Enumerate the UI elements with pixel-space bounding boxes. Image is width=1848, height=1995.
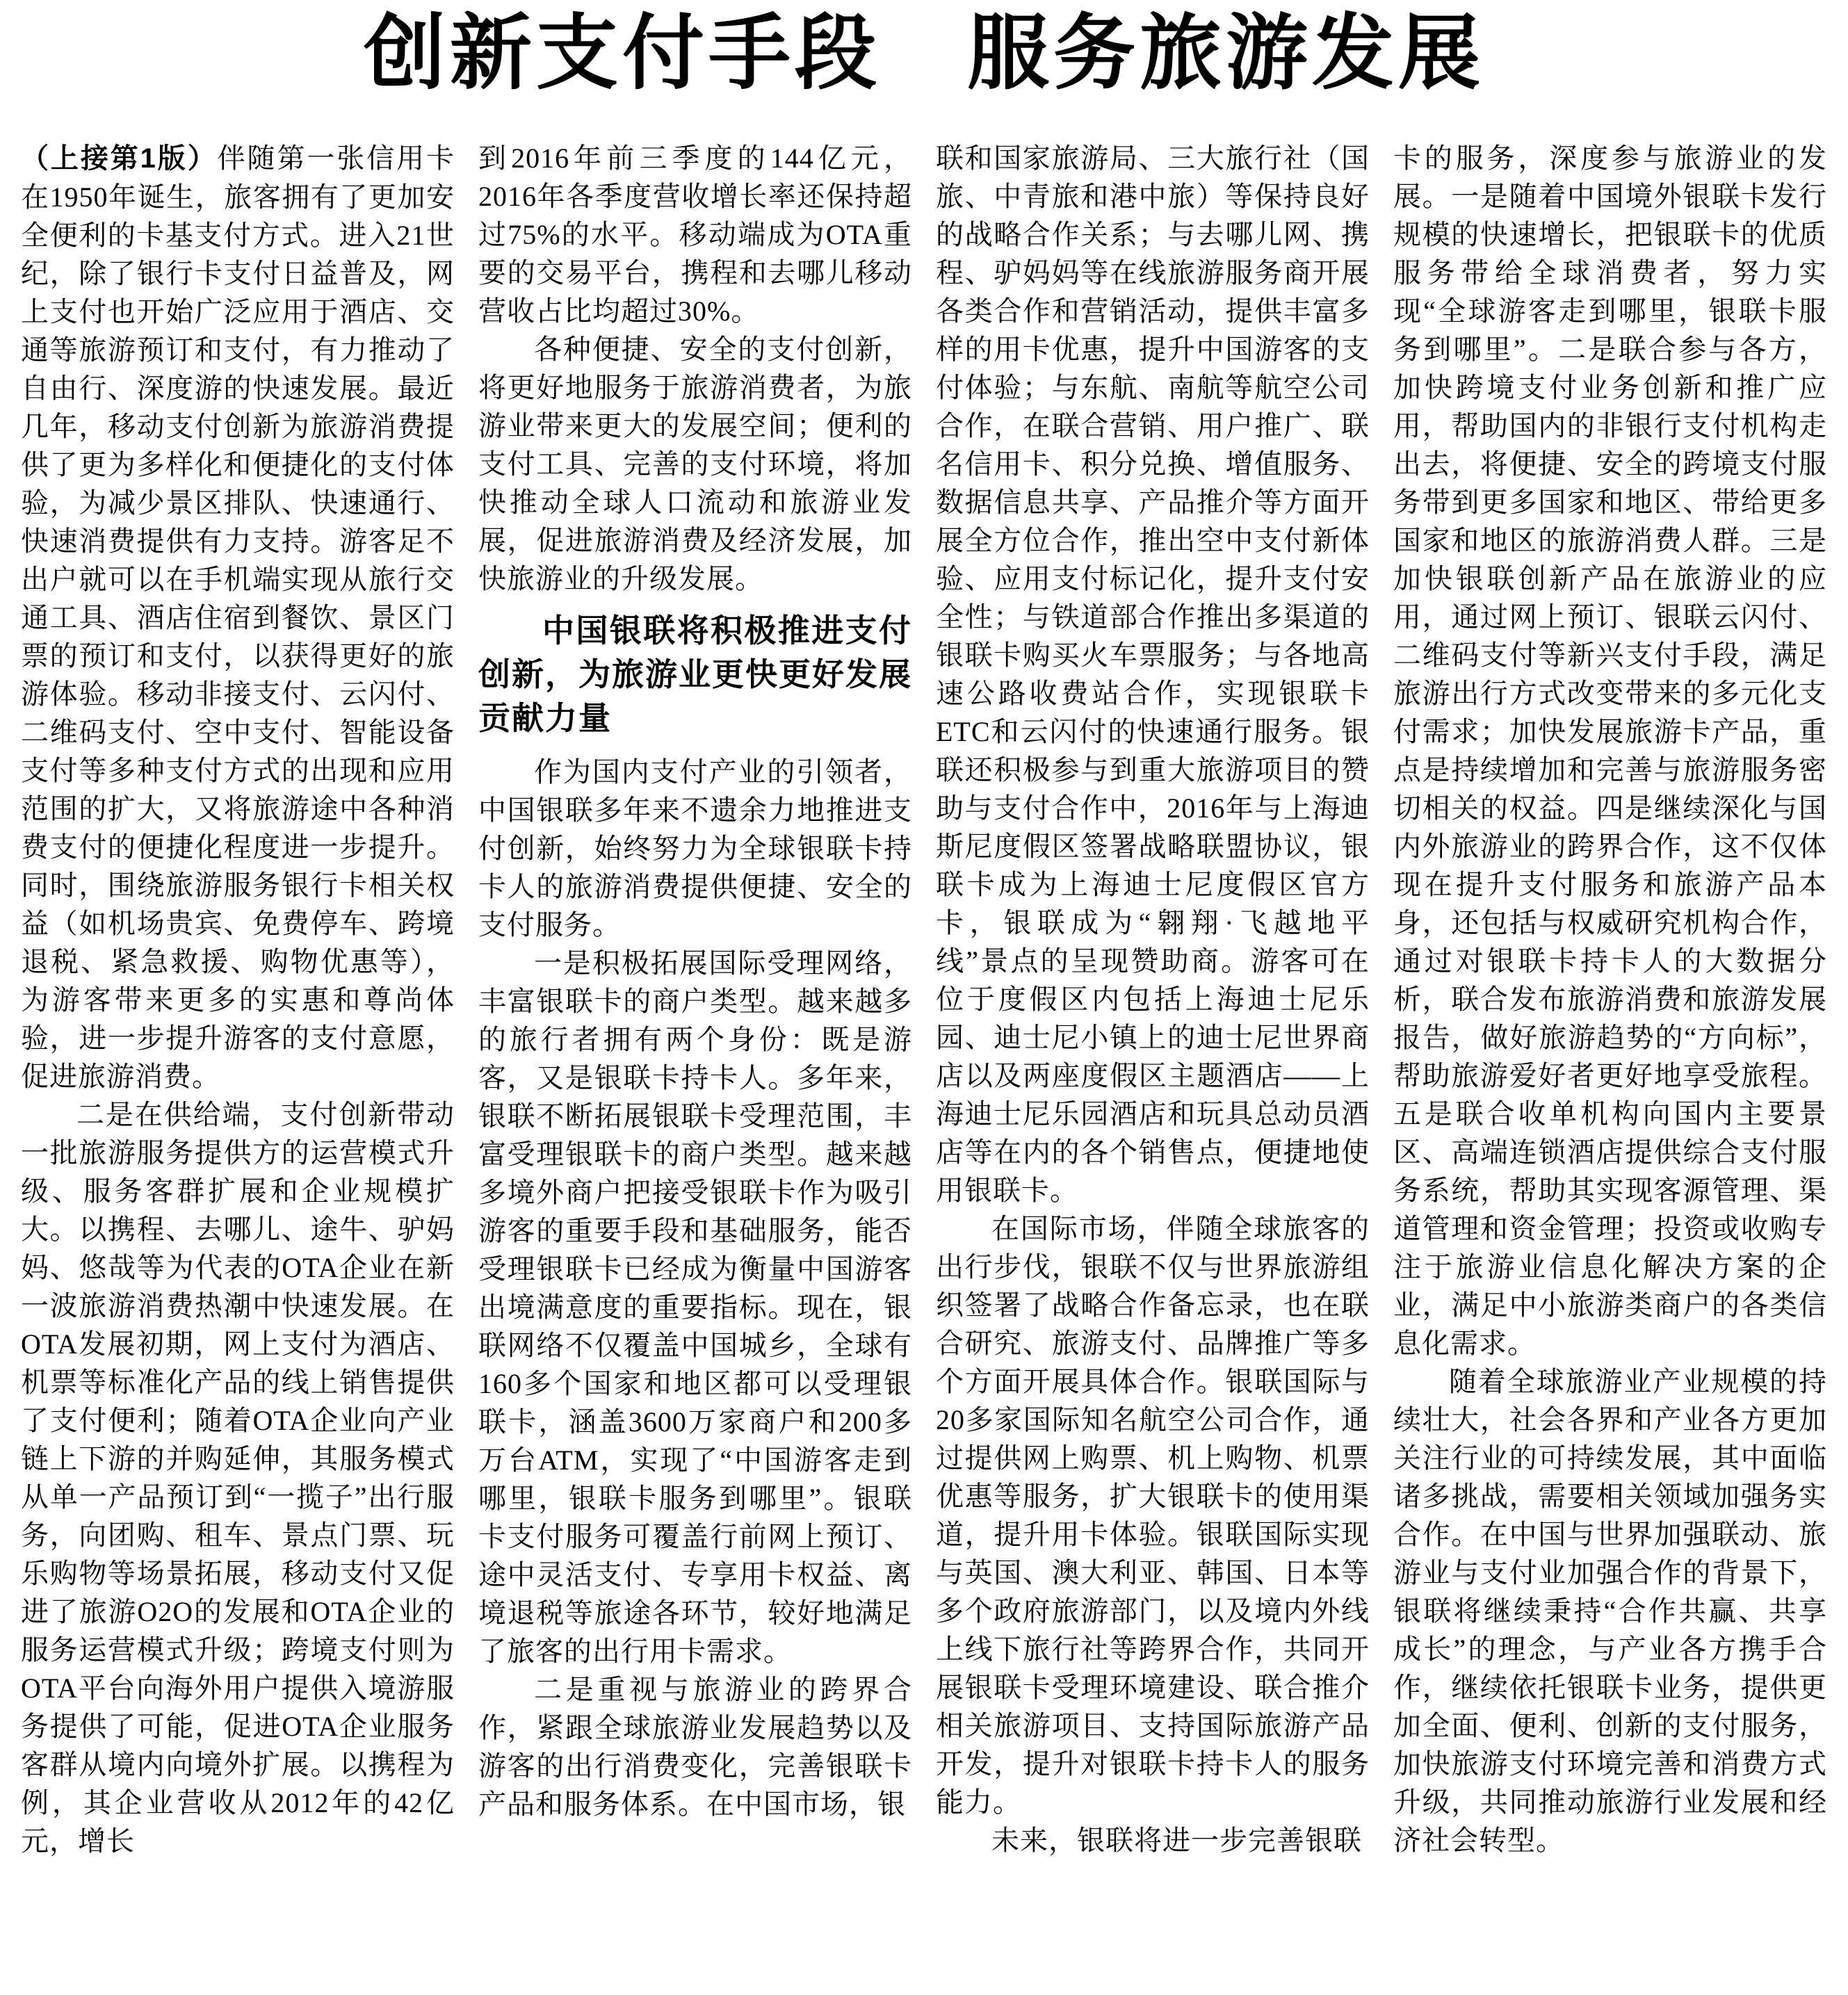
column-3 xyxy=(936,139,1370,1860)
paragraph: 作为国内支付产业的引领者，中国银联多年来不遗余力地推进支付创新，始终努力为全球银联卡持卡人的旅游消费提供便捷、安全的支付服务。 xyxy=(478,756,912,940)
paragraph: 在国际市场，伴随全球旅客的出行步伐，银联不仅与世界旅游组织签署了战略合作备忘录，也在联合研究、旅游支付、品牌推广等多个方面开展具体合作。银联国际与20多家国际知名航空公司合作，通过提供网上购票、机上购物、机票优惠等服务，扩大银联卡的使用渠道，提升用卡体验。银联国际实现与英国、澳大利亚、韩国、日本等多个政府旅游部门，以及境内外线上线下旅行社等跨界合作，共同开展银联卡受理环境建设、联合推介相关旅游项目、支持国际旅游产品开发，提升对银联卡持卡人的服务能力。 xyxy=(936,1213,1370,1818)
column-1 xyxy=(21,139,455,1860)
paragraph xyxy=(21,139,455,1096)
paragraph: 二是重视与旅游业的跨界合作，紧跟全球旅游业发展趋势以及游客的出行消费变化，完善银联卡产品和服务体系。在中国市场，银 xyxy=(478,1674,912,1820)
article-columns xyxy=(17,139,1831,1860)
paragraph: 一是积极拓展国际受理网络，丰富银联卡的商户类型。越来越多的旅行者拥有两个身份：既是游客，又是银联卡持卡人。多年来，银联不断拓展银联卡受理范围，丰富受理银联卡的商户类型。越来越多境外商户把接受银联卡作为吸引游客的重要手段和基础服务，能否受理银联卡已经成为衡量中国游客出境满意度的重要指标。现在，银联网络不仅覆盖中国城乡，全球有160多个国家和地区都可以受理银联卡，涵盖3600万家商户和200多万台ATM，实现了“中国游客走到哪里，银联卡服务到哪里”。银联卡支付服务可覆盖行前网上预订、途中灵活支付、专享用卡权益、离境退税等旅途各环节，较好地满足了旅客的出行用卡需求。 xyxy=(478,947,912,1667)
article-headline: 创新支付手段 服务旅游发展 xyxy=(363,8,1484,99)
paragraph: 卡的服务，深度参与旅游业的发展。一是随着中国境外银联卡发行规模的快速增长，把银联卡的优质服务带给全球消费者，努力实现“全球游客走到哪里，银联卡服务到哪里”。二是联合参与各方，加快跨境支付业务创新和推广应用，帮助国内的非银行支付机构走出去，将便捷、安全的跨境支付服务带到更多国家和地区、带给更多国家和地区的旅游消费人群。三是加快银联创新产品在旅游业的应用，通过网上预订、银联云闪付、二维码支付等新兴支付手段，满足旅游出行方式改变带来的多元化支付需求；加快发展旅游卡产品，重点是持续增加和完善与旅游服务密切相关的权益。四是继续深化与国内外旅游业的跨界合作，这不仅体现在提升支付服务和旅游产品本身，还包括与权威研究机构合作，通过对银联卡持卡人的大数据分析，联合发布旅游消费和旅游发展报告，做好旅游趋势的“方向标”，帮助旅游爱好者更好地享受旅程。五是联合收单机构向国内主要景区、高端连锁酒店提供综合支付服务系统，帮助其实现客源管理、渠道管理和资金管理；投资或收购专注于旅游业信息化解决方案的企业，满足中小旅游类商户的各类信息化需求。 xyxy=(1393,142,1827,1359)
paragraph: 到2016年前三季度的144亿元，2016年各季度营收增长率还保持超过75%的水平。移动端成为OTA重要的交易平台，携程和去哪儿移动营收占比均超过30%。 xyxy=(478,142,912,327)
paragraph: 各种便捷、安全的支付创新，将更好地服务于旅游消费者，为旅游业带来更大的发展空间；便利的支付工具、完善的支付环境，将加快推动全球人口流动和旅游业发展，促进旅游消费及经济发展，加快旅游业的升级发展。 xyxy=(478,334,912,594)
paragraph: 联和国家旅游局、三大旅行社（国旅、中青旅和港中旅）等保持良好的战略合作关系；与去哪儿网、携程、驴妈妈等在线旅游服务商开展各类合作和营销活动，提供丰富多样的用卡优惠，提升中国游客的支付体验；与东航、南航等航空公司合作，在联合营销、用户推广、联名信用卡、积分兑换、增值服务、数据信息共享、产品推介等方面开展全方位合作，推出空中支付新体验、应用支付标记化，提升支付安全性；与铁道部合作推出多渠道的银联卡购买火车票服务；与各地高速公路收费站合作，实现银联卡ETC和云闪付的快速通行服务。银联还积极参与到重大旅游项目的赞助与支付合作中，2016年与上海迪斯尼度假区签署战略联盟协议，银联卡成为上海迪士尼度假区官方卡，银联成为“翱翔·飞越地平线”景点的呈现赞助商。游客可在位于度假区内包括上海迪士尼乐园、迪士尼小镇上的迪士尼世界商店以及两座度假区主题酒店——上海迪士尼乐园酒店和玩具总动员酒店等在内的各个销售点，便捷地使用银联卡。 xyxy=(936,142,1370,1206)
paragraph: 未来，银联将进一步完善银联 xyxy=(991,1825,1362,1856)
section-subheading: 中国银联将积极推进支付创新，为旅游业更快更好发展贡献力量 xyxy=(478,612,912,736)
paragraph-text: 伴随第一张信用卡在1950年诞生，旅客拥有了更加安全便利的卡基支付方式。进入21世纪，除了银行卡支付日益普及，网上支付也开始广泛应用于酒店、交通等旅游预订和支付，有力推动了自由行、深度游的快速发展。最近几年，移动支付创新为旅游消费提供了更为多样化和便捷化的支付体验，为减少景区排队、快速通行、快速消费提供有力支持。游客足不出户就可以在手机端实现从旅行交通工具、酒店住宿到餐饮、景区门票的预订和支付，以获得更好的旅游体验。移动非接支付、云闪付、二维码支付、空中支付、智能设备支付等多种支付方式的出现和应用范围的扩大，又将旅游途中各种消费支付的便捷化程度进一步提升。同时，围绕旅游服务银行卡相关权益（如机场贵宾、免费停车、跨境退税、紧急救援、购物优惠等），为游客带来更多的实惠和尊尚体验，进一步提升游客的支付意愿，促进旅游消费。 xyxy=(21,142,455,1092)
paragraph: 随着全球旅游业产业规模的持续壮大，社会各界和产业各方更加关注行业的可持续发展，其中面临诸多挑战，需要相关领域加强务实合作。在中国与世界加强联动、旅游业与支付业加强合作的背景下，银联将继续秉持“合作共赢、共享成长”的理念，与产业各方携手合作，继续依托银联卡业务，提供更加全面、便利、创新的支付服务，加快旅游支付环境完善和消费方式升级，共同推动旅游行业发展和经济社会转型。 xyxy=(1393,1366,1827,1856)
column-4 xyxy=(1393,139,1827,1860)
paragraph: 二是在供给端，支付创新带动一批旅游服务提供方的运营模式升级、服务客群扩展和企业规模扩大。以携程、去哪儿、途牛、驴妈妈、悠哉等为代表的OTA企业在新一波旅游消费热潮中快速发展。在OTA发展初期，网上支付为酒店、机票等标准化产品的线上销售提供了支付便利；随着OTA企业向产业链上下游的并购延伸，其服务模式从单一产品预订到“一揽子”出行服务，向团购、租车、景点门票、玩乐购物等场景拓展，移动支付又促进了旅游O2O的发展和OTA企业的服务运营模式升级；跨境支付则为OTA平台向海外用户提供入境游服务提供了可能，促进OTA企业服务客群从境内向境外扩展。以携程为例，其企业营收从2012年的42亿元，增长 xyxy=(21,1099,455,1857)
jump-notice: （上接第1版） xyxy=(21,143,218,174)
column-2 xyxy=(478,139,912,1860)
